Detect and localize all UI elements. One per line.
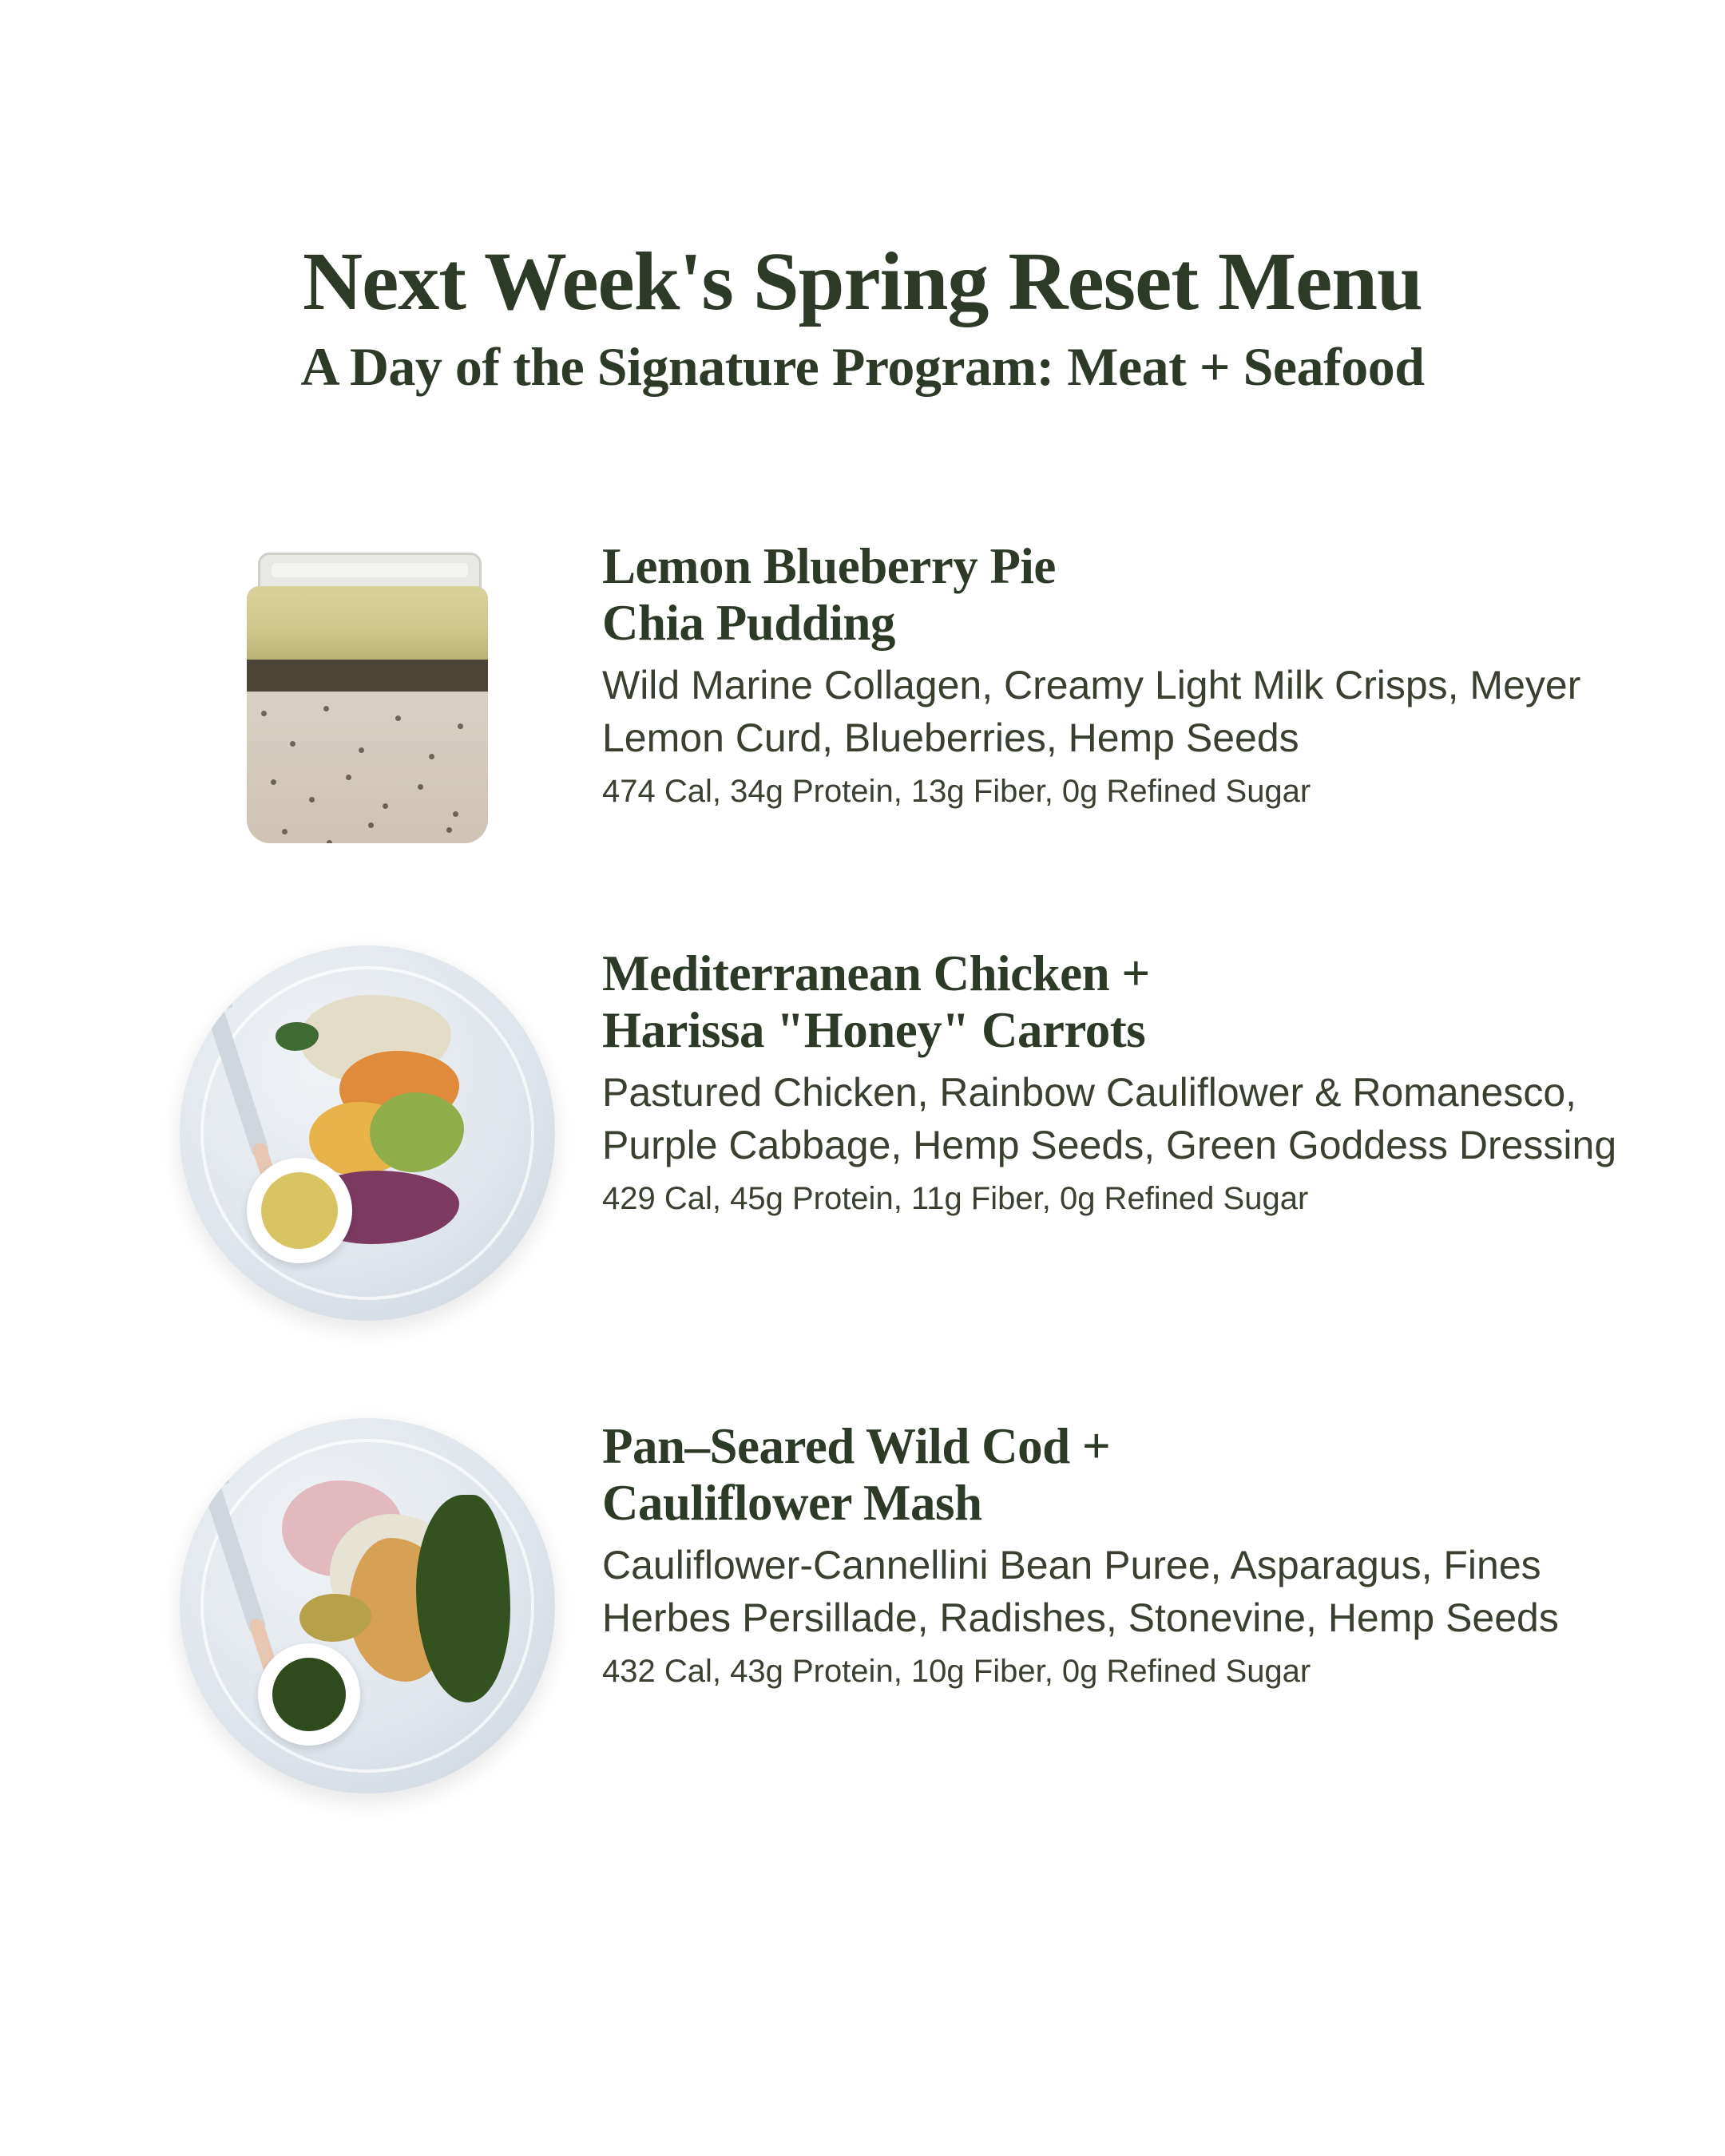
dish-description: Wild Marine Collagen, Creamy Light Milk Crisps, Meyer Lemon Curd, Blueberries, Hemp Seeds [602, 663, 1581, 761]
chia-pudding-jar-photo [236, 553, 499, 848]
menu-item-image [152, 945, 583, 1321]
dish-name: Mediterranean Chicken + Harissa "Honey" Carrots [602, 945, 1150, 1058]
pan-seared-cod-plate-photo [180, 1418, 555, 1793]
dish-description: Cauliflower-Cannellini Bean Puree, Asparagus, Fines Herbes Persillade, Radishes, Stonevine, Hemp Seeds [602, 1543, 1559, 1641]
persillade-cup [258, 1643, 360, 1746]
chia-seed-layer [247, 660, 488, 692]
menu-item-text [583, 945, 1725, 1219]
menu-item [0, 538, 1725, 848]
menu-item-list [0, 538, 1725, 1793]
menu-item-text [583, 538, 1725, 812]
page-subtitle: A Day of the Signature Program: Meat + Seafood [300, 336, 1425, 398]
dish-description: Pastured Chicken, Rainbow Cauliflower & Romanesco, Purple Cabbage, Hemp Seeds, Green Goddess Dressing [602, 1070, 1617, 1168]
dressing-cup [247, 1158, 352, 1263]
menu-item-text [583, 1418, 1725, 1692]
menu-item-image [152, 1418, 583, 1793]
page-header [0, 0, 1725, 398]
menu-item [0, 1418, 1725, 1793]
lemon-curd-layer [247, 586, 488, 660]
dish-name: Lemon Blueberry Pie Chia Pudding [602, 538, 1056, 651]
dish-macros: 429 Cal, 45g Protein, 11g Fiber, 0g Refined Sugar [602, 1181, 1309, 1217]
green-goddess-dressing [261, 1172, 338, 1249]
dish-name: Pan–Seared Wild Cod + Cauliflower Mash [602, 1418, 1111, 1531]
page-title: Next Week's Spring Reset Menu [303, 236, 1422, 327]
mediterranean-chicken-plate-photo [180, 945, 555, 1321]
dish-macros: 432 Cal, 43g Protein, 10g Fiber, 0g Refined Sugar [602, 1654, 1311, 1690]
chia-pudding-layer [247, 692, 488, 843]
menu-item-image [152, 538, 583, 848]
dish-macros: 474 Cal, 34g Protein, 13g Fiber, 0g Refined Sugar [602, 774, 1311, 810]
jar-body [247, 586, 488, 843]
menu-item [0, 945, 1725, 1321]
fines-herbes-persillade [272, 1658, 346, 1731]
